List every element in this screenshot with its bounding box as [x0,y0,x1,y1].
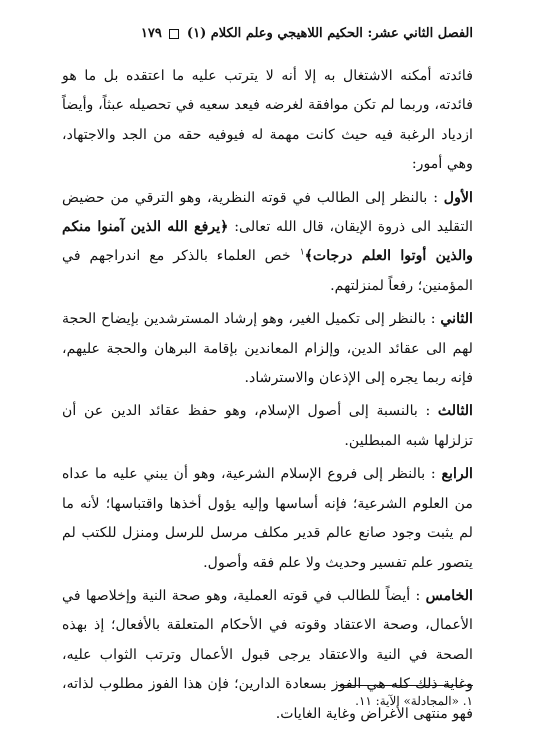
point-2-separator: : [425,311,441,328]
point-3-text: بالنسبة إلى أصول الإسلام، وهو حفظ عقائد الدين عن أن تزلزلها شبه المبطلين. [62,403,473,449]
page-number: ١٧٩ [140,26,162,41]
point-1-lead: الأول [443,189,473,206]
point-2-text: بالنظر إلى تكميل الغير، وهو إرشاد المسترشدين بإيضاح الحجة لهم الى عقائد الدين، وإلزام المعاندين بإقامة البرهان والحجة عليهم، فإنه ربما يجره إلى الإذعان والاسترشاد. [62,311,473,387]
point-3-separator: : [417,403,438,420]
point-4-separator: : [425,466,442,483]
point-1-separator: : [427,189,444,206]
footnote-separator-line [338,685,473,686]
point-4-paragraph [62,460,473,578]
point-1-text-a: بالنظر إلى الطالب في قوته النظرية، وهو الترقي من حضيض التقليد الى ذروة الإيقان، قال الله تعالى: [62,189,473,236]
footnote: ١. «المجادلة» الآية: ١١. [355,694,473,708]
running-header [62,26,473,48]
footnote-reference: ١ [299,247,305,258]
header-square-icon [169,29,179,39]
point-2-lead: الثاني [440,311,473,328]
point-3-paragraph [62,397,473,456]
header-title: الفصل الثاني عشر: الحكيم اللاهيجي وعلم الكلام (١) [186,26,473,41]
main-text [62,62,473,729]
point-4-text: بالنظر إلى فروع الإسلام الشرعية، وهو أن يبني عليه ما عداه من العلوم الشرعية؛ فإنه أساسها وإليه يؤول أخذها واقتباسها؛ لأنه ما لم يثبت وجود صانع عالم قدير مكلف مرسل للرسل ومنزل للكتب لم يتصور علم تفسير وحديث ولا علم فقه وأصول. [62,466,473,571]
point-1-paragraph [62,184,473,302]
point-1-text-b: خص العلماء بالذكر مع اندراجهم في المؤمنين؛ رفعاً لمنزلتهم. [62,248,473,294]
point-3-lead: الثالث [437,403,473,420]
quran-verse: ﴿يرفع الله الذين آمنوا منكم والذين أوتوا العلم درجات﴾ [62,219,473,265]
point-5-text: أيضاً للطالب في قوته العملية، وهو صحة النية وإخلاصها في الأعمال، وصحة الاعتقاد وقوته في الأحكام المتعلقة بالأفعال؛ إذ بهذه الصحة في النية والاعتقاد يرجى قبول الأعمال وترتب الثواب عليه، وغاية ذلك كله هي الفوز بسعادة الدارين؛ فإن هذا الفوز مطلوب لذاته، فهو منتهى الأغراض وغاية الغايات. [62,587,473,722]
point-2-paragraph [62,305,473,393]
intro-paragraph: فائدته أمكنه الاشتغال به إلا أنه لا يترتب عليه ما اعتقده بل ما هو فائدته، وربما لم تكن موافقة لغرضه فيعد سعيه في تحصيله عبثاً، وأيضاً ازدياد الرغبة فيه حيث كانت مهمة له فيوفيه حقه من الجد والاجتهاد، وهي أمور: [62,68,473,173]
point-5-separator: : [410,587,426,604]
point-5-lead: الخامس [425,587,473,604]
point-4-lead: الرابع [441,466,473,483]
